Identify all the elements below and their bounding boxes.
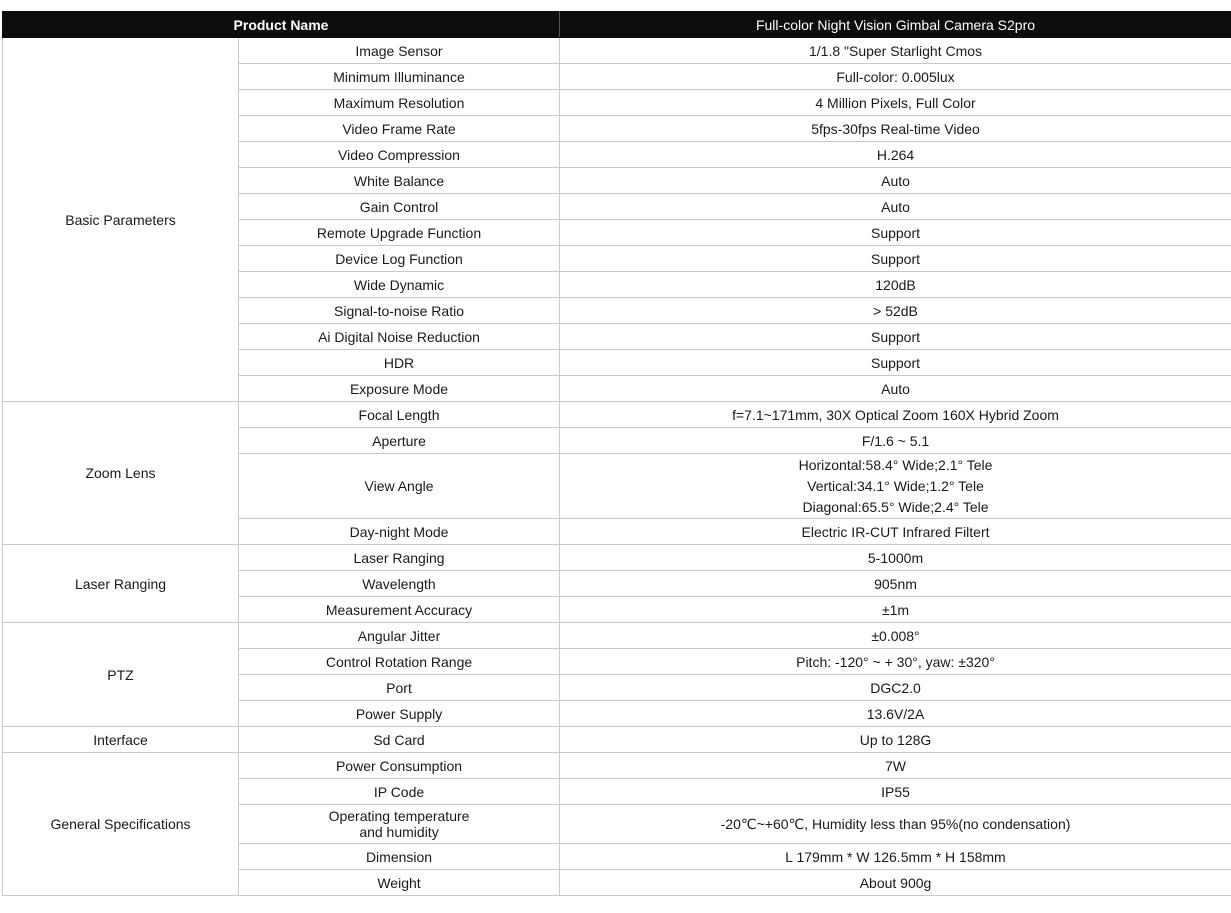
param-value-cell: 5-1000m (560, 545, 1231, 571)
param-name-cell: Image Sensor (239, 38, 560, 64)
spec-table (2, 11, 1231, 896)
param-name-cell: Day-night Mode (239, 519, 560, 545)
param-name-cell: Weight (239, 870, 560, 896)
param-name-cell: Ai Digital Noise Reduction (239, 324, 560, 350)
param-value-cell: Auto (560, 168, 1231, 194)
param-name-cell: Remote Upgrade Function (239, 220, 560, 246)
group-label: Zoom Lens (3, 402, 239, 545)
header-product-name: Product Name (3, 12, 560, 38)
param-value-cell: Support (560, 220, 1231, 246)
param-value-cell: About 900g (560, 870, 1231, 896)
param-name-cell: Wavelength (239, 571, 560, 597)
param-value-cell: Support (560, 350, 1231, 376)
param-name-cell: Video Frame Rate (239, 116, 560, 142)
param-value-cell: 7W (560, 753, 1231, 779)
param-name-cell: Sd Card (239, 727, 560, 753)
param-value-cell: F/1.6 ~ 5.1 (560, 428, 1231, 454)
group-label: Laser Ranging (3, 545, 239, 623)
param-name-cell: Maximum Resolution (239, 90, 560, 116)
param-name-cell: Signal-to-noise Ratio (239, 298, 560, 324)
param-name-line: Operating temperature (328, 808, 470, 824)
param-value-line: Vertical:34.1° Wide;1.2° Tele (807, 477, 984, 494)
param-name-cell: Control Rotation Range (239, 649, 560, 675)
header-product-model: Full-color Night Vision Gimbal Camera S2pro (560, 12, 1231, 38)
table-row (3, 402, 1231, 428)
param-name-cell: Angular Jitter (239, 623, 560, 649)
group-label: General Specifications (3, 753, 239, 896)
param-value-cell (560, 454, 1231, 519)
group-label: PTZ (3, 623, 239, 727)
param-name-cell: Power Supply (239, 701, 560, 727)
param-value-line: Horizontal:58.4° Wide;2.1° Tele (798, 456, 993, 473)
param-name-line: and humidity (359, 824, 439, 840)
param-value-cell: H.264 (560, 142, 1231, 168)
param-name-cell: Exposure Mode (239, 376, 560, 402)
param-value-cell: 5fps-30fps Real-time Video (560, 116, 1231, 142)
param-name-cell: Aperture (239, 428, 560, 454)
param-name-cell: Focal Length (239, 402, 560, 428)
param-name-cell: Dimension (239, 844, 560, 870)
param-value-cell: 1/1.8 "Super Starlight Cmos (560, 38, 1231, 64)
param-value-cell: ±1m (560, 597, 1231, 623)
param-value-cell: f=7.1~171mm, 30X Optical Zoom 160X Hybrid Zoom (560, 402, 1231, 428)
param-value-cell: Support (560, 324, 1231, 350)
param-value-cell: Up to 128G (560, 727, 1231, 753)
param-value-cell: 4 Million Pixels, Full Color (560, 90, 1231, 116)
param-name-cell (239, 805, 560, 844)
table-row (3, 753, 1231, 779)
param-name-cell: Gain Control (239, 194, 560, 220)
param-name-cell: Device Log Function (239, 246, 560, 272)
table-row (3, 623, 1231, 649)
param-name-cell: IP Code (239, 779, 560, 805)
param-value-cell: L 179mm * W 126.5mm * H 158mm (560, 844, 1231, 870)
param-value-cell: IP55 (560, 779, 1231, 805)
param-value-cell: Pitch: -120° ~ + 30°, yaw: ±320° (560, 649, 1231, 675)
param-value-cell: Electric IR-CUT Infrared Filtert (560, 519, 1231, 545)
param-name-cell: Video Compression (239, 142, 560, 168)
param-name-cell: White Balance (239, 168, 560, 194)
group-label: Basic Parameters (3, 38, 239, 402)
param-value-cell: ±0.008° (560, 623, 1231, 649)
param-value-line: Diagonal:65.5° Wide;2.4° Tele (802, 498, 989, 515)
param-value-cell: 13.6V/2A (560, 701, 1231, 727)
param-value-cell: DGC2.0 (560, 675, 1231, 701)
table-header-row (3, 12, 1231, 38)
group-label: Interface (3, 727, 239, 753)
param-name-cell: Minimum Illuminance (239, 64, 560, 90)
param-value-cell: 905nm (560, 571, 1231, 597)
param-value-cell: 120dB (560, 272, 1231, 298)
param-value-cell: > 52dB (560, 298, 1231, 324)
param-value-cell: -20℃~+60℃, Humidity less than 95%(no condensation) (560, 805, 1231, 844)
param-value-cell: Auto (560, 194, 1231, 220)
param-name-cell: Wide Dynamic (239, 272, 560, 298)
param-name-cell: Measurement Accuracy (239, 597, 560, 623)
table-row (3, 727, 1231, 753)
table-row (3, 545, 1231, 571)
param-value-cell: Full-color: 0.005lux (560, 64, 1231, 90)
param-name-cell: Laser Ranging (239, 545, 560, 571)
table-row (3, 38, 1231, 64)
param-value-cell: Support (560, 246, 1231, 272)
param-name-cell: HDR (239, 350, 560, 376)
param-value-cell: Auto (560, 376, 1231, 402)
param-name-cell: Power Consumption (239, 753, 560, 779)
param-name-cell: Port (239, 675, 560, 701)
param-name-cell: View Angle (239, 454, 560, 519)
spec-table-body (3, 38, 1231, 896)
